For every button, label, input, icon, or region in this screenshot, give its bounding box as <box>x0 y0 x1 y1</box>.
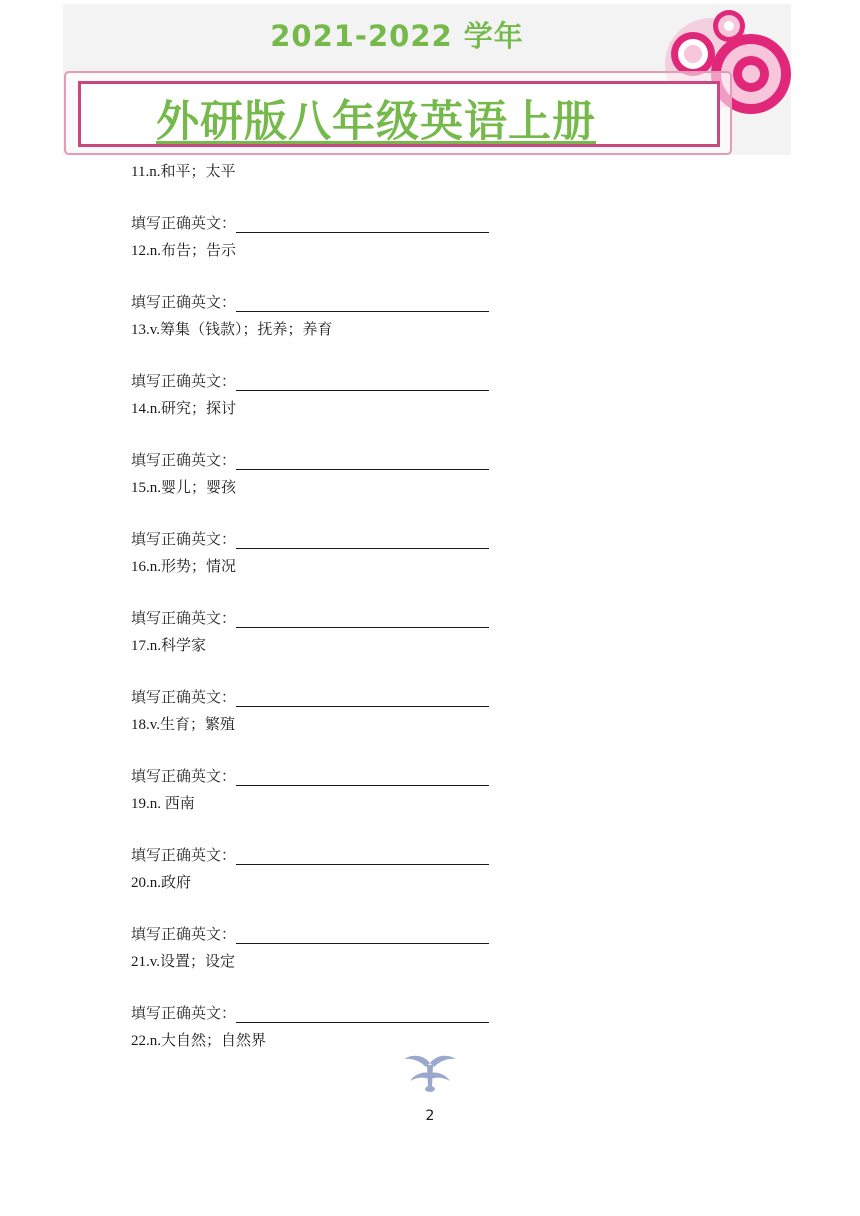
item-meaning: 研究；探讨 <box>161 399 237 417</box>
answer-label: 填写正确英文： <box>131 1004 237 1022</box>
item-prompt <box>131 394 751 433</box>
header-banner <box>63 4 791 155</box>
vocabulary-item <box>131 947 751 1026</box>
answer-label: 填写正确英文： <box>131 767 237 785</box>
item-prompt <box>131 947 751 986</box>
item-meaning: 设置；设定 <box>160 952 236 970</box>
item-meaning: 政府 <box>161 873 192 891</box>
answer-label: 填写正确英文： <box>131 688 237 706</box>
item-meaning: 生育；繁殖 <box>160 715 236 733</box>
item-meaning: 和平；太平 <box>160 162 236 180</box>
answer-label: 填写正确英文： <box>131 846 237 864</box>
item-prompt <box>131 789 751 828</box>
vocabulary-item <box>131 315 751 394</box>
item-prompt <box>131 552 751 591</box>
fleur-ornament-icon <box>400 1049 460 1093</box>
answer-blank[interactable] <box>236 449 489 470</box>
item-meaning: 科学家 <box>161 636 207 654</box>
vocabulary-item <box>131 631 751 710</box>
item-number: 21.v. <box>131 954 161 970</box>
item-meaning: 形势；情况 <box>161 557 237 575</box>
item-prompt <box>131 315 751 354</box>
answer-blank[interactable] <box>236 607 489 628</box>
vocabulary-item <box>131 710 751 789</box>
answer-label: 填写正确英文： <box>131 609 237 627</box>
item-number: 19.n. <box>131 796 165 812</box>
vocabulary-item <box>131 157 751 236</box>
answer-label: 填写正确英文： <box>131 451 237 469</box>
item-number: 18.v. <box>131 717 161 733</box>
answer-label: 填写正确英文： <box>131 372 237 390</box>
item-prompt <box>131 868 751 907</box>
answer-row <box>131 433 751 473</box>
answer-row <box>131 749 751 789</box>
item-prompt <box>131 473 751 512</box>
answer-row <box>131 512 751 552</box>
item-number: 15.n. <box>131 480 161 496</box>
answer-blank[interactable] <box>236 923 489 944</box>
answer-row <box>131 591 751 631</box>
item-meaning: 布告；告示 <box>161 241 237 259</box>
item-meaning: 婴儿；婴孩 <box>161 478 237 496</box>
school-year: 2021-2022 学年 <box>270 19 524 53</box>
answer-row <box>131 275 751 315</box>
answer-label: 填写正确英文： <box>131 214 237 232</box>
page-number: 2 <box>425 1108 435 1124</box>
answer-label: 填写正确英文： <box>131 293 237 311</box>
item-number: 20.n. <box>131 875 161 891</box>
answer-blank[interactable] <box>236 686 489 707</box>
answer-blank[interactable] <box>236 765 489 786</box>
answer-blank[interactable] <box>236 291 489 312</box>
answer-label: 填写正确英文： <box>131 925 237 943</box>
answer-row <box>131 986 751 1026</box>
item-number: 14.n. <box>131 401 161 417</box>
item-number: 12.n. <box>131 243 161 259</box>
vocabulary-list <box>131 157 751 1105</box>
item-number: 11.n. <box>131 164 161 180</box>
vocabulary-item <box>131 552 751 631</box>
answer-blank[interactable] <box>236 212 489 233</box>
item-number: 16.n. <box>131 559 161 575</box>
vocabulary-item <box>131 394 751 473</box>
answer-row <box>131 196 751 236</box>
item-meaning: 筹集（钱款）；抚养；养育 <box>160 320 333 338</box>
answer-blank[interactable] <box>236 1002 489 1023</box>
item-meaning: 大自然；自然界 <box>161 1031 267 1049</box>
vocabulary-item <box>131 789 751 868</box>
item-prompt <box>131 236 751 275</box>
item-number: 17.n. <box>131 638 161 654</box>
answer-row <box>131 828 751 868</box>
item-number: 13.v. <box>131 322 161 338</box>
document-title: 外研版八年级英语上册 <box>156 97 596 147</box>
answer-blank[interactable] <box>236 844 489 865</box>
answer-blank[interactable] <box>236 528 489 549</box>
answer-row <box>131 907 751 947</box>
item-meaning: 西南 <box>164 794 195 812</box>
item-prompt <box>131 710 751 749</box>
item-prompt <box>131 631 751 670</box>
answer-blank[interactable] <box>236 370 489 391</box>
item-prompt <box>131 157 751 196</box>
answer-label: 填写正确英文： <box>131 530 237 548</box>
item-number: 22.n. <box>131 1033 161 1049</box>
answer-row <box>131 670 751 710</box>
vocabulary-item <box>131 868 751 947</box>
vocabulary-item <box>131 236 751 315</box>
answer-row <box>131 354 751 394</box>
vocabulary-item <box>131 473 751 552</box>
